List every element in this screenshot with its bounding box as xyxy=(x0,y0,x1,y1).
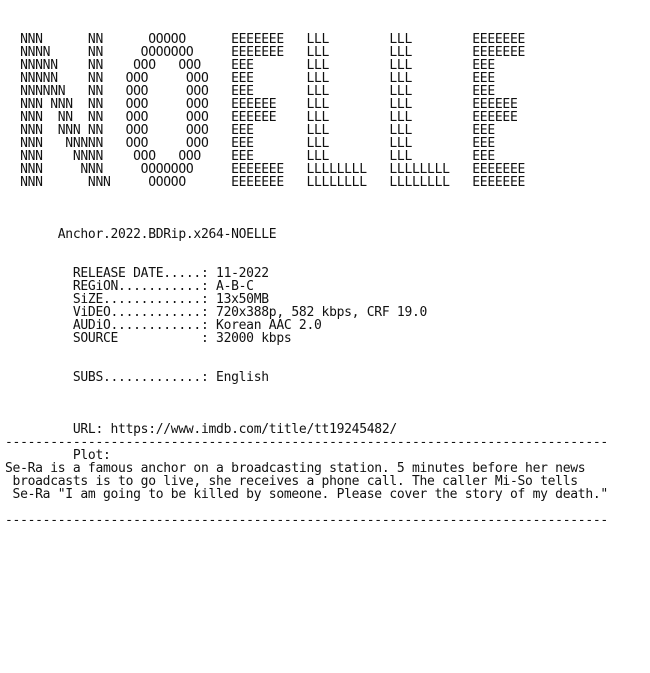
nfo-line: -------------------------------------------------------------------------------- xyxy=(5,513,608,528)
nfo-line: Se-Ra "I am going to be killed by someone. Please cover the story of my death." xyxy=(5,487,608,502)
nfo-line xyxy=(5,241,608,254)
nfo-line: NNN NNNNN OOO OOO EEE LLL LLL EEE xyxy=(5,136,495,151)
nfo-line: URL: https://www.imdb.com/title/tt19245482/ xyxy=(5,422,397,437)
nfo-line xyxy=(5,345,608,358)
nfo-line: SiZE.............: 13x50MB xyxy=(5,292,269,307)
nfo-line: NNNNN NN OOO OOO EEE LLL LLL EEE xyxy=(5,71,495,86)
nfo-line: SUBS.............: English xyxy=(5,370,269,385)
nfo-line: AUDiO............: Korean AAC 2.0 xyxy=(5,318,322,333)
nfo-line: Se-Ra is a famous anchor on a broadcasting station. 5 minutes before her news xyxy=(5,461,586,476)
nfo-text-document xyxy=(5,33,608,527)
nfo-line: REGiON...........: A-B-C xyxy=(5,279,254,294)
nfo-line: Anchor.2022.BDRip.x264-NOELLE xyxy=(5,227,277,242)
nfo-line xyxy=(5,189,608,202)
nfo-line xyxy=(5,202,608,215)
nfo-line: NNN NNN NN OOO OOO EEEEEE LLL LLL EEEEEE xyxy=(5,97,518,112)
nfo-line: NNNNN NN OOO OOO EEE LLL LLL EEE xyxy=(5,58,495,73)
nfo-line: NNN NNNN OOO OOO EEE LLL LLL EEE xyxy=(5,149,495,164)
nfo-line xyxy=(5,397,608,410)
nfo-line: Plot: xyxy=(5,448,111,463)
nfo-line: NNN NN OOOOO EEEEEEE LLL LLL EEEEEEE xyxy=(5,32,526,47)
nfo-line: NNNN NN OOOOOOO EEEEEEE LLL LLL EEEEEEE xyxy=(5,45,526,60)
nfo-line: ViDEO............: 720x388p, 582 kbps, CRF 19.0 xyxy=(5,305,428,320)
nfo-line: RELEASE DATE.....: 11-2022 xyxy=(5,266,269,281)
nfo-line: SOURCE : 32000 kbps xyxy=(5,331,292,346)
nfo-line: NNN NN NN OOO OOO EEEEEE LLL LLL EEEEEE xyxy=(5,110,518,125)
nfo-line xyxy=(5,384,608,397)
nfo-line: NNN NNN NN OOO OOO EEE LLL LLL EEE xyxy=(5,123,495,138)
nfo-line: NNN NNN OOOOOOO EEEEEEE LLLLLLLL LLLLLLLL EEEEEEE xyxy=(5,162,526,177)
nfo-line: broadcasts is to go live, she receives a phone call. The caller Mi-So tells xyxy=(5,474,578,489)
nfo-line: NNN NNN OOOOO EEEEEEE LLLLLLLL LLLLLLLL EEEEEEE xyxy=(5,175,526,190)
nfo-line: -------------------------------------------------------------------------------- xyxy=(5,435,608,450)
nfo-line: NNNNNN NN OOO OOO EEE LLL LLL EEE xyxy=(5,84,495,99)
